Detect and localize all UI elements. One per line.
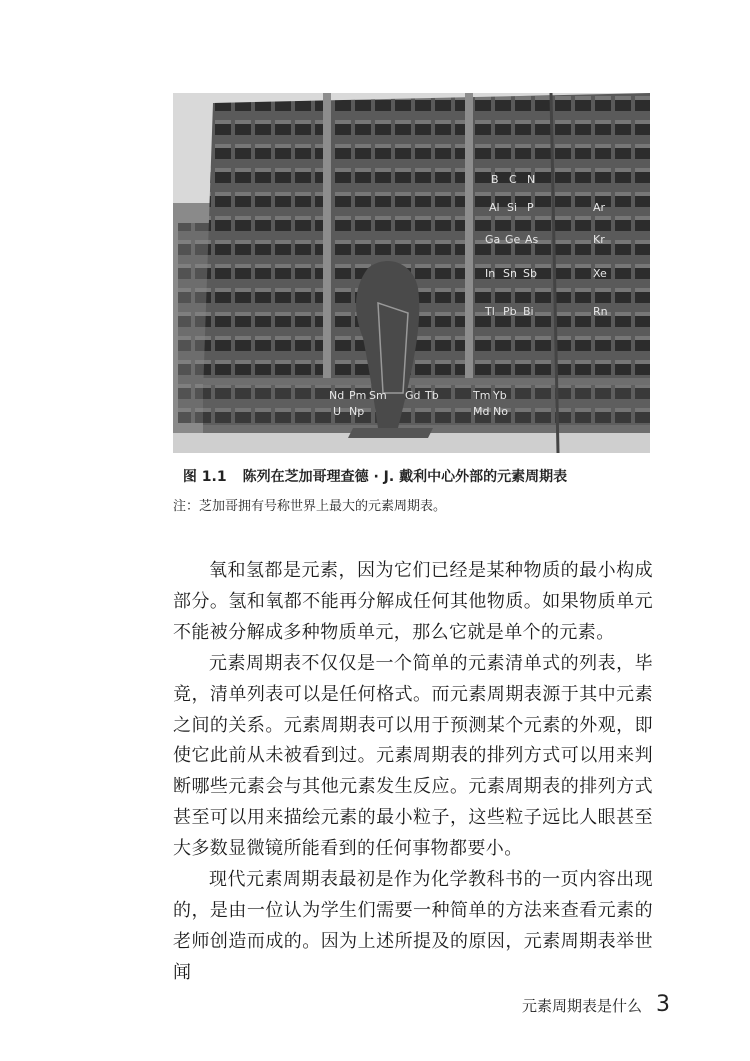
element-symbol: C <box>509 173 517 186</box>
element-symbol: Yb <box>493 389 507 402</box>
element-symbol: Kr <box>593 233 605 246</box>
figure-caption-text: 陈列在芝加哥理查德 · J. 戴利中心外部的元素周期表 <box>242 469 568 485</box>
element-symbol: U <box>333 405 342 418</box>
element-symbol: Bi <box>523 305 534 318</box>
figure-number: 图 1.1 <box>182 469 227 485</box>
figure-caption <box>0 466 750 486</box>
building-photo <box>173 93 650 453</box>
element-symbol: Tm <box>473 389 491 402</box>
element-symbol: Si <box>507 201 518 214</box>
element-symbol: As <box>525 233 539 246</box>
paragraph: 现代元素周期表最初是作为化学教科书的一页内容出现的，是由一位认为学生们需要一种简单的方法来查看元素的老师创造而成的。因为上述所提及的原因，元素周期表举世闻 <box>173 869 653 983</box>
page-footer <box>522 992 670 1017</box>
element-symbol: Ga <box>485 233 501 246</box>
element-symbol: B <box>491 173 499 186</box>
element-symbol: Tb <box>425 389 439 402</box>
element-symbol: Pm <box>349 389 367 402</box>
element-symbol: Ar <box>593 201 606 214</box>
element-symbol: Tl <box>485 305 495 318</box>
element-symbol: Np <box>349 405 365 418</box>
paragraph: 氧和氢都是元素，因为它们已经是某种物质的最小构成部分。氢和氧都不能再分解成任何其他物质。如果物质单元不能被分解成多种物质单元，那么它就是单个的元素。 <box>173 560 653 643</box>
element-symbol: Gd <box>405 389 421 402</box>
element-symbol: Xe <box>593 267 607 280</box>
element-symbol: Rn <box>593 305 608 318</box>
running-title: 元素周期表是什么 <box>521 997 642 1015</box>
element-symbol: P <box>527 201 534 214</box>
element-symbol: No <box>493 405 508 418</box>
paragraph: 元素周期表不仅仅是一个简单的元素清单式的列表，毕竟，清单列表可以是任何格式。而元素周期表源于其中元素之间的关系。元素周期表可以用于预测某个元素的外观，即使它此前从未被看到过。元素周期表的排列方式可以用来判断哪些元素会与其他元素发生反应。元素周期表的排列方式甚至可以用来描绘元素的最小粒子，这些粒子远比人眼甚至大多数显微镜所能看到的任何事物都要小。 <box>173 652 653 860</box>
element-symbol: Sn <box>503 267 517 280</box>
element-symbol: Pb <box>503 305 517 318</box>
element-symbol: Md <box>473 405 490 418</box>
page-number: 3 <box>656 992 670 1017</box>
figure-photo <box>173 93 650 453</box>
element-symbol: Nd <box>329 389 345 402</box>
element-symbol: Sm <box>369 389 387 402</box>
element-symbol: In <box>485 267 496 280</box>
element-symbol: N <box>527 173 536 186</box>
figure-note: 注：芝加哥拥有号称世界上最大的元素周期表。 <box>173 499 447 514</box>
element-symbol: Ge <box>505 233 521 246</box>
element-symbol: Al <box>489 201 500 214</box>
body-text <box>173 556 653 989</box>
element-symbol: Sb <box>523 267 537 280</box>
